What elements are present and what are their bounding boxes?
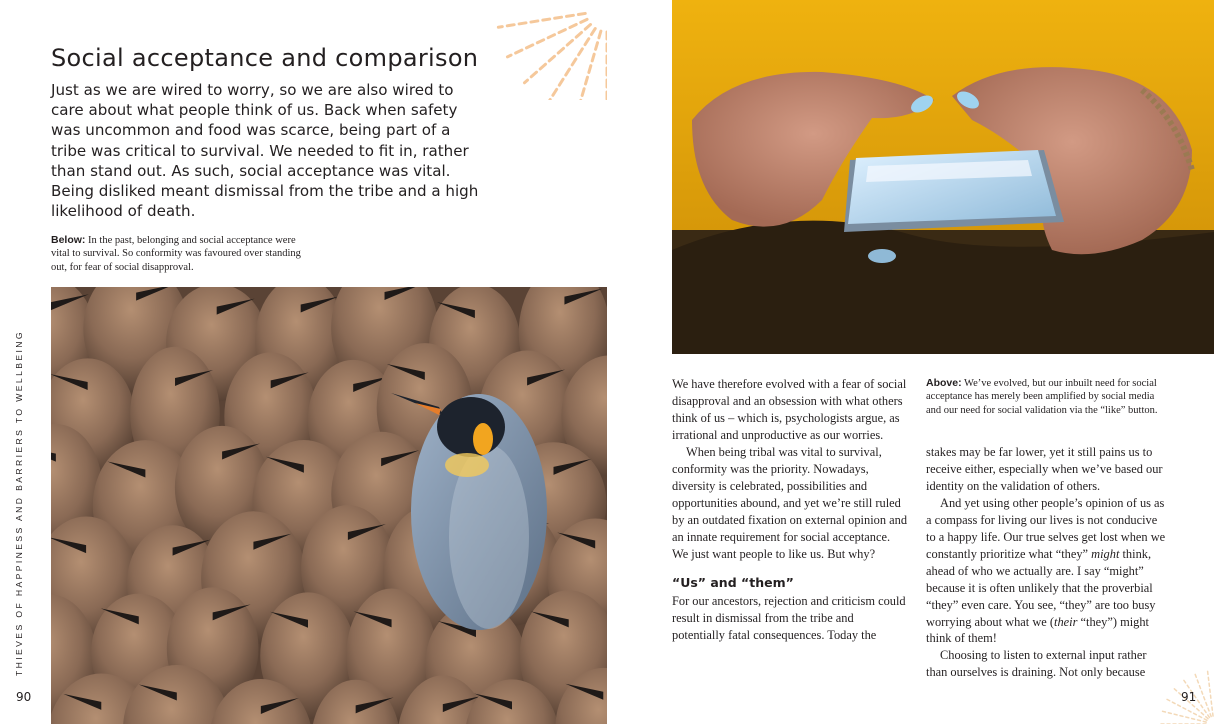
body-column-1 xyxy=(672,376,908,644)
paragraph: For our ancestors, rejection and criticism could result in dismissal from the tribe and potentially fatal consequences. Today the xyxy=(672,594,906,643)
paragraph: stakes may be far lower, yet it still pains us to receive either, especially when we’ve based our identity on the validation of others. xyxy=(926,445,1163,493)
caption-text: In the past, belonging and social acceptance were vital to survival. So conformity was favoured over standing out, for fear of social disapproval. xyxy=(51,235,301,273)
photo-caption-above xyxy=(926,377,1166,417)
caption-label: Below: xyxy=(51,234,86,246)
right-page xyxy=(607,0,1214,724)
text-run: And yet using other people’s opinion of us as a compass for living our lives is not conducive to a happy life. Our true selves get lost when we constantly prioritize what “they” xyxy=(926,495,1166,561)
text-run: think, ahead of who we actually are. I say “might” because it is often unlikely that the proverbial “they” even care. You see, “they” are too busy worrying about what we ( xyxy=(926,546,1156,629)
smartphone xyxy=(844,150,1064,232)
caption-text: We’ve evolved, but our inbuilt need for social acceptance has merely been amplified by social media and our need for social validation via the “like” button. xyxy=(926,378,1158,416)
photo-caption-below xyxy=(51,234,301,274)
smartphone-photo xyxy=(672,0,1214,354)
penguin-photo xyxy=(51,287,607,724)
paragraph xyxy=(926,495,1166,648)
paragraph: We have therefore evolved with a fear of social disapproval and an obsession with what others think of us – which is, psychologists argue, as irrational and unproductive as our worries. xyxy=(672,377,907,442)
phone-illustration xyxy=(672,0,1214,354)
section-subheading: “Us” and “them” xyxy=(672,575,794,591)
paragraph: Choosing to listen to external input rather than ourselves is draining. Not only because xyxy=(926,648,1147,680)
running-title: THIEVES OF HAPPINESS AND BARRIERS TO WELLBEING xyxy=(14,330,24,676)
intro-paragraph: Just as we are wired to worry, so we are also wired to care about what people think of us. Back when safety was uncommon and food was scarce, being part of a tribe was critical to survival. We needed to fit in, rather than stand out. As such, social acceptance was vital. Being disliked meant dismissal from the tribe and a high likelihood of death. xyxy=(51,81,479,221)
paragraph: When being tribal was vital to survival, conformity was the priority. Nowadays, diversity is celebrated, possibilities and opportunities abound, and yet we’re still ruled by an outdated fixation on external opinion and an innate requirement for social acceptance. We just want people to like us. But why? xyxy=(672,444,908,561)
emphasis: might xyxy=(1091,546,1120,561)
page-number-right: 91 xyxy=(1181,690,1197,704)
page-number-left: 90 xyxy=(16,690,32,704)
page-heading: Social acceptance and comparison xyxy=(51,44,479,72)
body-column-2 xyxy=(926,444,1166,681)
text-run: “they”) might think of them! xyxy=(926,614,1149,646)
emphasis: their xyxy=(1054,614,1078,629)
penguin-illustration xyxy=(51,287,607,724)
caption-label: Above: xyxy=(926,377,962,389)
